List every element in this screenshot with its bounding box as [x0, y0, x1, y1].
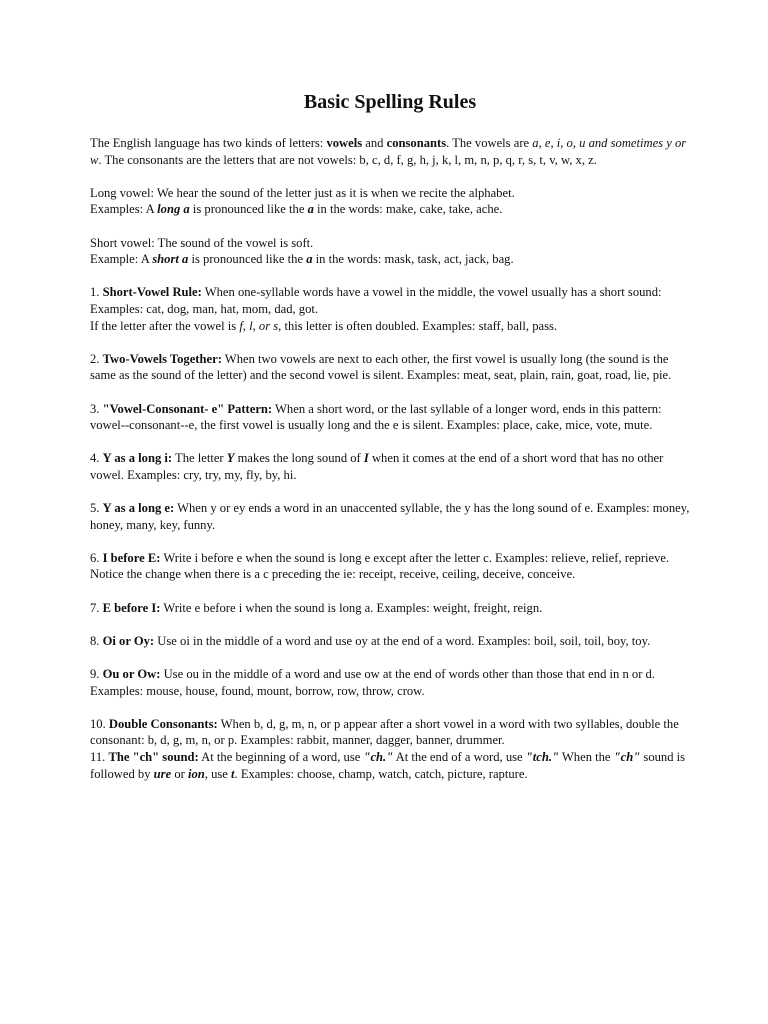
- rule-text: When two vowels are next to each other, the first vowel is usually long (the sound is the same as the sound of the letter) and the second vowel is silent. Examples: meat, seat, plain, rain, goat, road, lie, pie.: [90, 351, 672, 383]
- intro-paragraph: [90, 135, 690, 168]
- a-letter: a: [307, 202, 314, 217]
- rule-text: Use ou in the middle of a word and use ow at the end of words other than those that end in n or d. Examples: mouse, house, found, mount, borrow, row, throw, crow.: [90, 667, 655, 698]
- rule-5: [90, 500, 690, 533]
- rule-text: Use oi in the middle of a word and use oy at the end of a word. Examples: boil, soil, toil, boy, toy.: [154, 633, 651, 648]
- consonants-term: consonants: [386, 136, 447, 150]
- rule-heading: Short-Vowel Rule:: [102, 285, 202, 300]
- rule-10: [90, 716, 690, 749]
- rule-heading: Oi or Oy:: [102, 633, 155, 648]
- rule-number: 6.: [90, 550, 103, 565]
- intro-text: . The consonants are the letters that are not vowels: b, c, d, f, g, h, j, k, l, m, n, p, q, r, s, t, v, w, x, z.: [98, 152, 597, 167]
- a-letter: a: [306, 252, 313, 267]
- rule-heading: The "ch" sound:: [108, 749, 199, 764]
- vowels-term: vowels: [326, 136, 363, 150]
- rule-number: 4.: [90, 451, 103, 466]
- short-vowel-definition: Short vowel: The sound of the vowel is soft.: [90, 235, 314, 250]
- rule-2: [90, 351, 690, 384]
- ch-term: "ch": [613, 749, 641, 764]
- rule-8: [90, 633, 690, 650]
- rule-7: [90, 600, 690, 617]
- rule-text: When one-syllable words have a vowel in the middle, the vowel usually has a short sound: Examples: cat, dog, man, hat, mom, dad, got.: [90, 285, 662, 316]
- rule-number: 11.: [90, 749, 109, 764]
- rule-heading: Double Consonants:: [108, 716, 218, 731]
- rule-11: 11. The "ch" sound: At the beginning of a word, use "ch." At the end of a word, use "tch." When the "ch" sound is followed by ure or ion, use t. Examples: choose, champ, watch, catch, picture, rapture.: [90, 749, 686, 781]
- long-vowel-definition: Long vowel: We hear the sound of the letter just as it is when we recite the alphabet.: [90, 185, 515, 200]
- rule-text: Write e before i when the sound is long a. Examples: weight, freight, reign.: [160, 600, 543, 615]
- rule-4: 4. Y as a long i: The letter Y makes the long sound of I when it comes at the end of a short word that has no other vowel. Examples: cry, try, my, fly, by, hi.: [90, 451, 664, 482]
- rule-number: 9.: [90, 667, 103, 681]
- letter-y: Y: [226, 451, 235, 466]
- rule-heading: I before E:: [102, 550, 161, 565]
- short-a-term: short a: [152, 252, 189, 267]
- short-vowel-paragraph: Short vowel: The sound of the vowel is soft. Example: A short a is pronounced like the a in the words: mask, task, act, jack, bag.: [90, 235, 514, 267]
- rule-heading: Two-Vowels Together:: [102, 351, 222, 366]
- ure-term: ure: [153, 766, 172, 781]
- t-letter: t: [231, 766, 235, 781]
- rule-number: 10.: [90, 716, 109, 731]
- rule-heading: Y as a long i:: [102, 451, 173, 466]
- rule-text: Write i before e when the sound is long e except after the letter c. Examples: relieve, relief, reprieve. Notice the change when there is a c preceding the ie: receipt, receive, ceiling, deceive, conceive.: [90, 550, 670, 582]
- rule-3: [90, 401, 690, 434]
- rule-number: 8.: [90, 633, 103, 648]
- ch-term: "ch.": [363, 749, 394, 764]
- rule-heading: Ou or Ow:: [102, 667, 161, 681]
- ion-term: ion: [187, 766, 205, 781]
- document-page: [90, 88, 690, 799]
- rule-number: 2.: [90, 351, 103, 366]
- letters-fls: f, l, or s,: [239, 318, 282, 333]
- rule-9: [90, 666, 690, 699]
- rule-6: [90, 550, 690, 583]
- rule-heading: Y as a long e:: [102, 501, 175, 516]
- long-a-term: long a: [157, 202, 190, 217]
- intro-text: The English language has two kinds of letters:: [90, 136, 327, 150]
- rule-number: 1.: [90, 285, 103, 300]
- tch-term: "tch.": [525, 749, 559, 764]
- rule-heading: "Vowel-Consonant- e" Pattern:: [102, 401, 273, 416]
- vowel-list: a, e, i, o, u and sometimes y or w: [90, 136, 687, 167]
- rule-number: 7.: [90, 600, 103, 615]
- intro-text: and: [362, 136, 387, 150]
- rule-text: When y or ey ends a word in an unaccented syllable, the y has the long sound of e. Examples: money, honey, many, key, funny.: [90, 501, 690, 532]
- intro-text: . The vowels are: [446, 136, 533, 150]
- rule-heading: E before I:: [102, 600, 161, 615]
- letter-i: I: [363, 451, 369, 466]
- rule-1: 1. Short-Vowel Rule: When one-syllable words have a vowel in the middle, the vowel usually has a short sound: Examples: cat, dog, man, hat, mom, dad, got. If the letter after the vowel is f, l, or s, this letter is often doubled. Examples: staff, ball, pass.: [90, 285, 662, 333]
- rule-text: When a short word, or the last syllable of a longer word, ends in this pattern: vowel--consonant--e, the first vowel is usually long and the e is silent. Examples: place, cake, mice, vote, mute.: [90, 401, 662, 433]
- rule-number: 3.: [90, 401, 103, 416]
- long-vowel-paragraph: Long vowel: We hear the sound of the letter just as it is when we recite the alphabet. Examples: A long a is pronounced like the a in the words: make, cake, take, ache.: [90, 185, 515, 217]
- document-title: Basic Spelling Rules: [303, 91, 477, 113]
- rule-text: When b, d, g, m, n, or p appear after a short vowel in a word with two syllables, double the consonant: b, d, g, m, n, or p. Examples: rabbit, manner, dagger, banner, drummer.: [90, 716, 679, 748]
- rule-number: 5.: [90, 501, 103, 516]
